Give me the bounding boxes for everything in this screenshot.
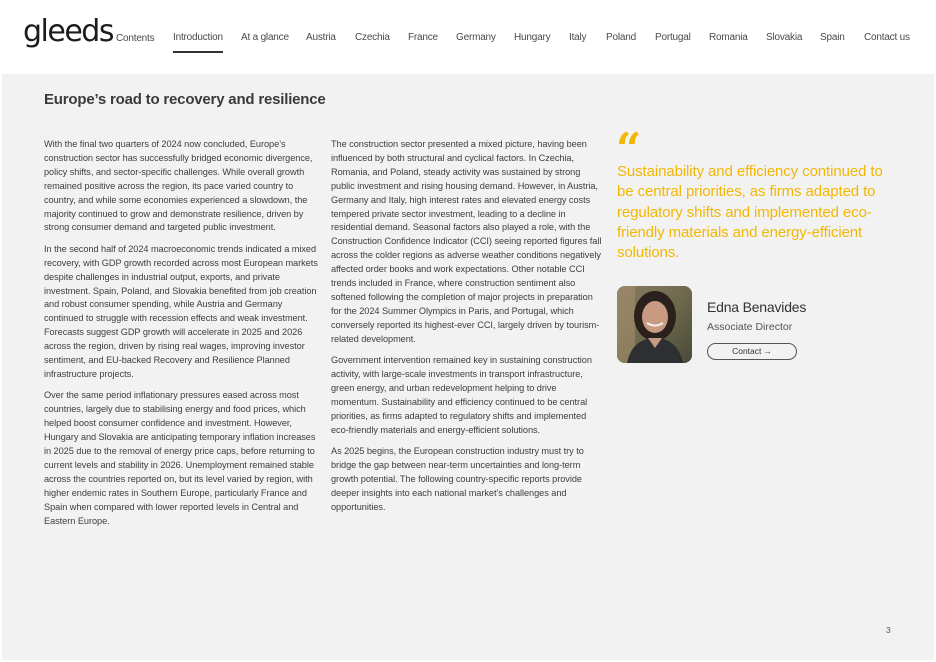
paragraph: The construction sector presented a mixed picture, having been influenced by both structural and cyclical factors. In Czechia, Romania, and Poland, steady activity was sustained by strong public investment and rising housing demand. However, in Austria, Germany and Italy, high interest rates and elevated energy costs tempered private sector investment, leading to a decline in residential demand. Seasonal factors also played a role, with the Construction Confidence Indicator (CCI) seeing reported figures fall across the colder regions as adverse weather conditions negatively affected order books and work expectations. Other notable CCI trends included in France, where construction sentiment also softened following the completion of major projects in preparation for the 2024 Summer Olympics in Paris, and Portugal, which conversely reported its highest-ever CCI, largely driven by tourism-related development. [331,139,602,344]
contact-role: Associate Director [707,321,793,333]
arrow-right-icon: → [763,346,772,356]
pull-quote: Sustainability and efficiency continued to be central priorities, as firms adapted to regulatory shifts and implemented eco-friendly materials and energy-efficient solutions. [617,163,883,262]
contact-name: Edna Benavides [707,299,807,315]
nav-item-hungary[interactable]: Hungary [514,32,551,43]
nav-item-contact-us[interactable]: Contact us [864,32,910,43]
nav-item-contents[interactable]: Contents [116,33,155,44]
nav-item-austria[interactable]: Austria [306,32,336,43]
nav-item-at-a-glance[interactable]: At a glance [241,32,289,43]
nav-item-romania[interactable]: Romania [709,32,748,43]
gleeds-logo[interactable]: gleeds [23,14,113,49]
nav-item-slovakia[interactable]: Slovakia [766,32,803,43]
contact-button[interactable] [707,343,797,360]
text-column-left [44,138,320,536]
paragraph: Over the same period inflationary pressures eased across most countries, largely due to stabilising energy and food prices, which helped boost consumer confidence and investment. However, Hungary and Slovakia are anticipating temporary inflation increases in 2025 due to the removal of energy price caps, before returning to current levels and stability in 2026. Unemployment remained stable across the countries reported on, but its level varied by region, with higher endemic rates in Southern Europe, particularly France and Spain when compared with lower reported levels in Central and Eastern Europe. [44,390,316,526]
quote-mark-icon: “ [616,124,642,175]
paragraph: Government intervention remained key in sustaining construction activity, with large-scale investments in transport infrastructure, green energy, and urban redevelopment helping to drive momentum. Sustainability and efficiency continued to be central priorities, as firms adapted to regulatory shifts and implemented eco-friendly materials and energy-efficient solutions. [331,355,592,435]
text-column-middle [331,138,603,522]
main-nav [0,32,936,56]
nav-item-spain[interactable]: Spain [820,32,845,43]
nav-item-france[interactable]: France [408,32,438,43]
paragraph: As 2025 begins, the European construction industry must try to bridge the gap between near-term uncertainties and long-term growth potential. The following country-specific reports provide deeper insights into each national market’s challenges and opportunities. [331,446,584,512]
nav-item-germany[interactable]: Germany [456,32,496,43]
top-navigation-bar [0,0,936,74]
contact-button-label: Contact [732,346,762,356]
nav-item-italy[interactable]: Italy [569,32,587,43]
portrait-photo [617,286,692,363]
nav-item-czechia[interactable]: Czechia [355,32,390,43]
avatar [617,286,692,363]
nav-item-poland[interactable]: Poland [606,32,636,43]
page-number: 3 [886,625,891,635]
page-title: Europe’s road to recovery and resilience [44,91,326,108]
paragraph: In the second half of 2024 macroeconomic trends indicated a mixed recovery, with GDP growth recorded across most European markets despite challenges in industrial output, exports, and private investment. Spain, Poland, and Slovakia benefited from job creation and robust consumer spending, while Austria and Germany continued to struggle with recession effects and weak investment. Forecasts suggest GDP growth will accelerate in 2025 and 2026 across the region, driven by rising real wages, improving investor sentiment, and EU-backed Recovery and Resilience Planned infrastructure projects. [44,243,318,379]
nav-item-portugal[interactable]: Portugal [655,32,691,43]
paragraph: With the final two quarters of 2024 now concluded, Europe’s construction sector has successfully bridged economic divergence, policy shifts, and sector-specific challenges. While overall growth remained positive across the region, its pace varied country to country, and while some economies experienced a slowdown, the majority continued to grow and demonstrate resilience, driven by strong consumer demand and targeted public investment. [44,139,313,233]
nav-item-introduction[interactable]: Introduction [173,32,223,43]
